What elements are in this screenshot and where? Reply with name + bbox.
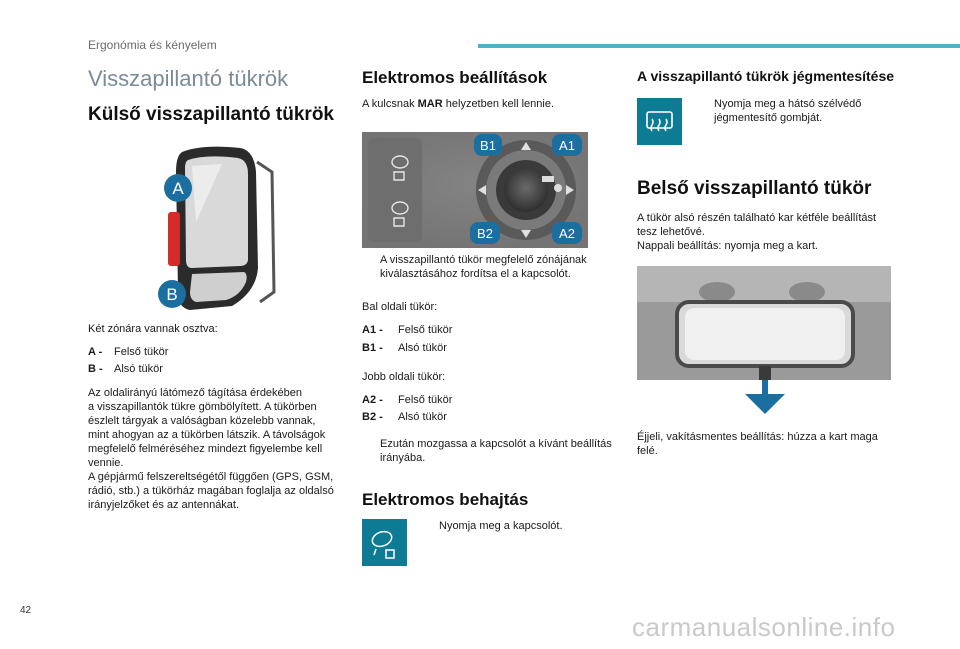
fold-mirror-icon — [362, 519, 407, 566]
inner-mirror-heading: Belső visszapillantó tükör — [637, 178, 872, 199]
zone-label: Alsó tükör — [114, 363, 163, 375]
bullet-line: kiválasztásához fordítsa el a kapcsolót. — [380, 268, 571, 280]
item-key: A2 - — [362, 394, 383, 406]
watermark: carmanualsonline.info — [632, 612, 896, 642]
item-label: Felső tükör — [398, 394, 453, 406]
rear-defrost-icon — [637, 98, 682, 145]
key-text-post: helyzetben kell lennie. — [442, 98, 554, 110]
paragraph-line: vennie. — [88, 457, 124, 469]
paragraph-line: A gépjármű felszereltségétől függően (GPS, GSM, — [88, 471, 334, 483]
text-line: Nappali beállítás: nyomja meg a kart. — [637, 240, 818, 252]
bullet-line: A visszapillantó tükör megfelelő zónájának — [380, 254, 587, 266]
electric-adjust-heading: Elektromos beállítások — [362, 68, 548, 87]
bullet-press-defrost — [696, 97, 896, 125]
zone-row-b — [88, 362, 163, 376]
zone-key: B - — [88, 363, 103, 375]
label-b: B — [166, 285, 178, 304]
zone-key: A - — [88, 346, 103, 358]
paragraph-line: észlelt tárgyak a valóságban közelebb vannak, — [88, 415, 316, 427]
page-title: Visszapillantó tükrök — [88, 66, 289, 91]
zones-intro: Két zónára vannak osztva: — [88, 323, 218, 335]
bullet-line: Nyomja meg a hátsó szélvédő — [714, 98, 862, 110]
bullet-move-switch — [362, 437, 622, 465]
left-mirror-title: Bal oldali tükör: — [362, 301, 438, 313]
paragraph-line: irányjelzőket és az antennákat. — [88, 499, 240, 511]
item-label: Felső tükör — [398, 324, 453, 336]
key-position-text — [362, 97, 554, 111]
bullet-line: jégmentesítő gombját. — [714, 112, 823, 124]
left-row-a1 — [362, 323, 452, 337]
bullet-line: Ezután mozgassa a kapcsolót a kívánt beállítás — [380, 438, 612, 450]
fold-icon-box — [362, 519, 407, 566]
paragraph-line: Az oldalirányú látómező tágítása érdekében — [88, 387, 303, 399]
header-accent-bar — [478, 44, 960, 48]
night-setting-text — [637, 430, 897, 458]
paragraph-line: mint ahogyan az a tükörben látszik. A távolságok — [88, 429, 326, 441]
electric-fold-heading: Elektromos behajtás — [362, 490, 529, 509]
item-label: Alsó tükör — [398, 342, 447, 354]
outer-mirror-illustration — [152, 142, 282, 314]
label-a2: A2 — [559, 226, 575, 241]
zone-label: Felső tükör — [114, 346, 169, 358]
left-row-b1 — [362, 341, 447, 355]
right-row-b2 — [362, 410, 447, 424]
right-mirror-title: Jobb oldali tükör: — [362, 371, 446, 383]
defrost-heading: A visszapillantó tükrök jégmentesítése — [637, 68, 895, 84]
zone-row-a — [88, 345, 168, 359]
right-row-a2 — [362, 393, 452, 407]
bullet-press-switch — [421, 519, 611, 533]
outer-mirror-paragraph — [88, 386, 338, 512]
page-number: 42 — [20, 605, 32, 616]
key-text-bold: MAR — [417, 98, 443, 110]
item-label: Alsó tükör — [398, 411, 447, 423]
paragraph-line: a visszapillantók tükre gömbölyített. A tükörben — [88, 401, 317, 413]
text-line: A tükör alsó részén található kar kétféle beállítást — [637, 212, 877, 224]
text-line: tesz lehetővé. — [637, 226, 705, 238]
paragraph-line: megfelelő felméréséhez mindezt figyelembe kell — [88, 443, 323, 455]
defrost-icon-box — [637, 98, 682, 145]
label-a1: A1 — [559, 138, 575, 153]
bullet-line: Nyomja meg a kapcsolót. — [439, 520, 563, 532]
item-key: A1 - — [362, 324, 383, 336]
mirror-switch-illustration — [362, 132, 588, 248]
label-b1: B1 — [480, 138, 496, 153]
item-key: B1 - — [362, 342, 383, 354]
item-key: B2 - — [362, 411, 383, 423]
text-line: Éjjeli, vakításmentes beállítás: húzza a kart maga — [637, 431, 878, 443]
bullet-line: irányába. — [380, 452, 426, 464]
outer-mirrors-heading: Külső visszapillantó tükrök — [88, 104, 334, 125]
label-a: A — [172, 179, 184, 198]
inner-mirror-illustration — [637, 266, 891, 422]
section-header: Ergonómia és kényelem — [88, 38, 217, 52]
paragraph-line: rádió, stb.) a tükörház magában foglalja az oldalsó — [88, 485, 334, 497]
label-b2: B2 — [477, 226, 493, 241]
text-line: felé. — [637, 445, 658, 457]
inner-mirror-text — [637, 211, 897, 253]
bullet-select-zone — [362, 253, 612, 281]
key-text-pre: A kulcsnak — [362, 98, 418, 110]
